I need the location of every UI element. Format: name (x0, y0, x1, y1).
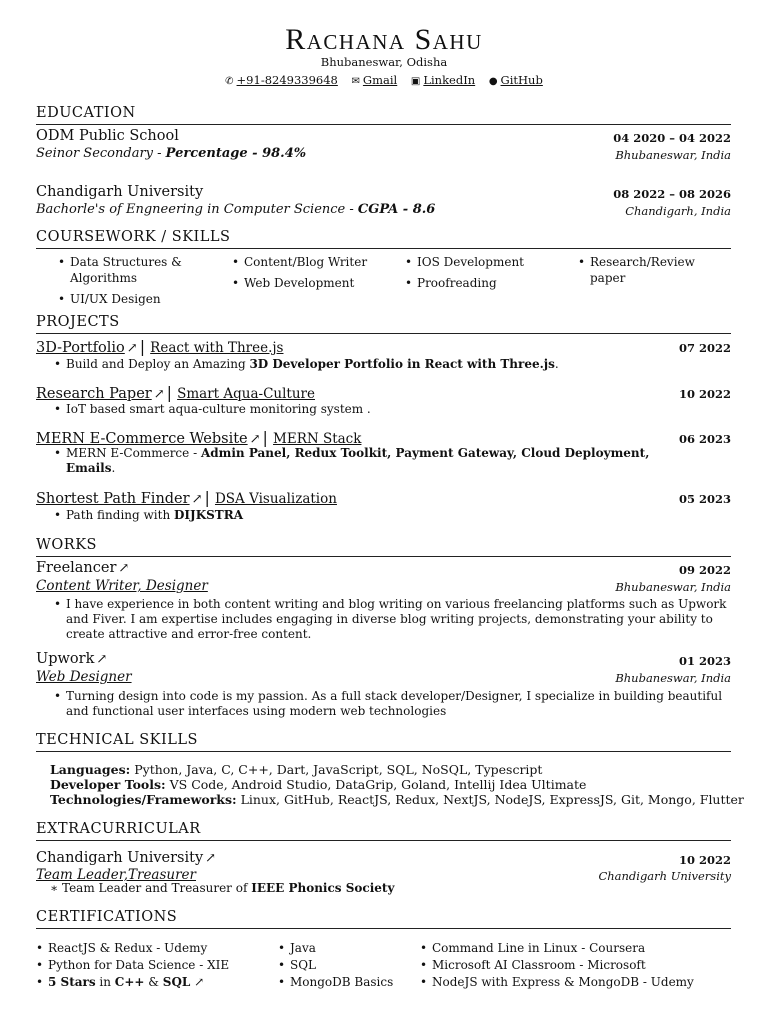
section-works: WORKS (36, 536, 731, 557)
extracurricular-date: 10 2022 (678, 853, 731, 867)
project-header: 3D-Portfolio ↗ | React with Three.js (36, 337, 284, 356)
school-name: ODM Public School (36, 128, 179, 144)
github-icon: ● (488, 76, 498, 87)
project-title-link[interactable]: 3D-Portfolio (36, 340, 125, 356)
school-name: Chandigarh University (36, 184, 204, 200)
external-link-icon[interactable]: ↗ (205, 851, 217, 866)
section-technical-skills: TECHNICAL SKILLS (36, 731, 731, 752)
list-item: • Content/Blog Writer (232, 254, 392, 270)
project-desc: • Path finding with DIJKSTRA (54, 508, 244, 522)
list-item: • Proofreading (405, 275, 565, 291)
tech-skill-row: Technologies/Frameworks: Linux, GitHub, ReactJS, Redux, NextJS, NodeJS, ExpressJS, Git, Mongo, Flutter (50, 792, 744, 807)
external-link-icon[interactable]: ↗ (118, 561, 130, 576)
external-link-icon[interactable]: ↗ (191, 492, 203, 507)
list-item: • Data Structures & Algorithms (58, 254, 218, 286)
project-header: Research Paper ↗ | Smart Aqua-Culture (36, 383, 315, 402)
degree: Bachorle's of Engneering in Computer Science - CGPA - 8.6 (36, 202, 436, 217)
list-item: • ReactJS & Redux - Udemy (36, 940, 266, 957)
list-item: • SQL (278, 957, 408, 974)
project-desc: • IoT based smart aqua-culture monitoring system . (54, 402, 371, 416)
contact-links (0, 73, 768, 87)
project-date: 07 2022 (678, 341, 731, 355)
coursework-col (578, 254, 708, 286)
project-date: 05 2023 (678, 492, 731, 506)
list-item: • UI/UX Desigen (58, 291, 218, 307)
phone-link[interactable]: ✆ +91-8249339648 (225, 73, 338, 87)
mail-icon: ✉ (351, 76, 360, 87)
tech-skill-row: Languages: Python, Java, C, C++, Dart, JavaScript, SQL, NoSQL, Typescript (50, 762, 543, 777)
coursework-col (58, 254, 218, 307)
linkedin-icon: ▣ (410, 76, 421, 87)
certifications-col (36, 940, 266, 991)
education-place: Bhubaneswar, India (615, 148, 731, 162)
external-link-icon[interactable]: ↗ (249, 432, 261, 447)
project-title-link[interactable]: Shortest Path Finder (36, 491, 190, 507)
work-desc: • I have experience in both content writing and blog writing on various freelancing platforms such as Upwork and Fiver. I am expertise includes engaging in diverse blog writing projects, demonstrating your ability to create attractive and error-free content. (54, 597, 727, 641)
list-item: • NodeJS with Express & MongoDB - Udemy (420, 974, 720, 991)
project-header: Shortest Path Finder ↗ | DSA Visualization (36, 488, 337, 507)
external-link-icon[interactable]: ↗ (153, 387, 165, 402)
list-item: • Java (278, 940, 408, 957)
linkedin-link[interactable]: ▣ LinkedIn (410, 73, 476, 87)
location: Bhubaneswar, Odisha (320, 55, 448, 69)
coursework-col (405, 254, 565, 291)
education-date: 08 2022 – 08 2026 (613, 187, 731, 201)
project-title-link[interactable]: MERN E-Commerce Website (36, 431, 248, 447)
extracurricular-place: Chandigarh University (598, 869, 731, 883)
work-date: 01 2023 (678, 654, 731, 668)
section-extracurricular: EXTRACURRICULAR (36, 820, 731, 841)
project-tech: React with Three.js (150, 340, 284, 356)
section-coursework: COURSEWORK / SKILLS (36, 228, 731, 249)
education-place: Chandigarh, India (625, 204, 731, 218)
phone-icon: ✆ (225, 76, 234, 87)
list-item: • Microsoft AI Classroom - Microsoft (420, 957, 720, 974)
certifications-col (278, 940, 408, 991)
project-title-link[interactable]: Research Paper (36, 386, 152, 402)
project-date: 06 2023 (678, 432, 731, 446)
work-org: Freelancer ↗ (36, 560, 130, 576)
external-link-icon[interactable]: ↗ (126, 341, 138, 356)
coursework-col (232, 254, 392, 291)
external-link-icon[interactable]: ↗ (194, 975, 205, 989)
section-education: EDUCATION (36, 104, 731, 125)
section-projects: PROJECTS (36, 313, 731, 334)
tech-skill-row: Developer Tools: VS Code, Android Studio, DataGrip, Goland, Intellij Idea Ultimate (50, 777, 587, 792)
degree: Seinor Secondary - Percentage - 98.4% (36, 146, 307, 161)
work-place: Bhubaneswar, India (615, 580, 731, 594)
work-place: Bhubaneswar, India (615, 671, 731, 685)
list-item: • IOS Development (405, 254, 565, 270)
section-certifications: CERTIFICATIONS (36, 908, 731, 929)
project-date: 10 2022 (678, 387, 731, 401)
gmail-link[interactable]: ✉ Gmail (351, 73, 398, 87)
work-date: 09 2022 (678, 563, 731, 577)
list-item: • Web Development (232, 275, 392, 291)
project-tech: MERN Stack (273, 431, 362, 447)
project-tech: DSA Visualization (214, 491, 337, 507)
list-item: • MongoDB Basics (278, 974, 408, 991)
list-item: • 5 Stars in C++ & SQL ↗ (36, 974, 266, 991)
github-link[interactable]: ● GitHub (488, 73, 543, 87)
extracurricular-desc: ∗ Team Leader and Treasurer of IEEE Phonics Society (50, 881, 395, 895)
project-header: MERN E-Commerce Website ↗ | MERN Stack (36, 428, 362, 447)
education-date: 04 2020 – 04 2022 (613, 131, 731, 145)
work-desc: • Turning design into code is my passion. As a full stack developer/Designer, I specialize in building beautiful and functional user interfaces using modern web technologies (54, 689, 723, 718)
extracurricular-role: Team Leader,Treasurer (36, 867, 196, 883)
external-link-icon[interactable]: ↗ (96, 652, 108, 667)
resume-name: Rachana Sahu (285, 23, 483, 56)
work-role: Web Designer (36, 669, 132, 685)
list-item: • Research/Review paper (578, 254, 708, 286)
project-desc: • Build and Deploy an Amazing 3D Developer Portfolio in React with Three.js. (54, 357, 559, 371)
work-role: Content Writer, Designer (36, 578, 208, 594)
project-tech: Smart Aqua-Culture (177, 386, 315, 402)
project-desc: • MERN E-Commerce - Admin Panel, Redux Toolkit, Payment Gateway, Cloud Deployment, Emails. (54, 446, 650, 475)
extracurricular-org: Chandigarh University ↗ (36, 850, 217, 866)
list-item: • Python for Data Science - XIE (36, 957, 266, 974)
work-org: Upwork ↗ (36, 651, 108, 667)
certifications-col (420, 940, 720, 991)
list-item: • Command Line in Linux - Coursera (420, 940, 720, 957)
